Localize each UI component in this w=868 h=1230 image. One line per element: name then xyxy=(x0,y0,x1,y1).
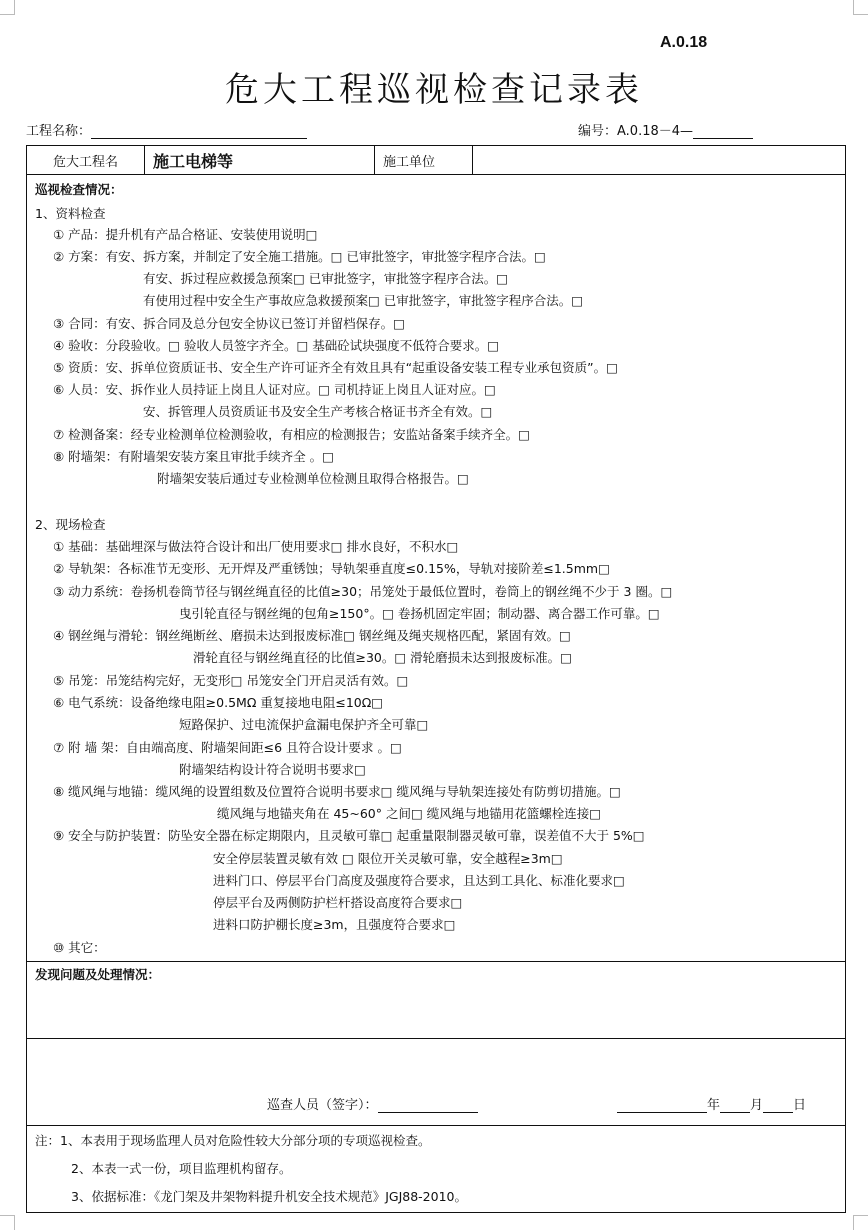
year-label: 年 xyxy=(707,1098,721,1113)
month-field[interactable] xyxy=(720,1098,750,1113)
checklist-line: 短路保护、过电流保护盒漏电保护齐全可靠□ xyxy=(179,717,429,732)
checklist-line: ④ 钢丝绳与滑轮：钢丝绳断丝、磨损未达到报废标准□ 钢丝绳及绳夹规格匹配，紧固有效。□ xyxy=(53,628,571,643)
corner-mark-tr xyxy=(853,0,868,15)
day-field[interactable] xyxy=(763,1098,793,1113)
checklist-line: ③ 合同：有安、拆合同及总分包安全协议已签订并留档保存。□ xyxy=(53,316,405,331)
checklist-line: ⑤ 吊笼：吊笼结构完好，无变形□ 吊笼安全门开启灵活有效。□ xyxy=(53,673,409,688)
number-label: 编号：A.0.18－4— xyxy=(578,124,694,139)
issues-heading: 发现问题及处理情况： xyxy=(35,967,161,982)
project-name-label: 工程名称： xyxy=(26,124,92,139)
checklist-line: 附墙架安装后通过专业检测单位检测且取得合格报告。□ xyxy=(157,471,469,486)
checklist-line: ④ 验收：分段验收。□ 验收人员签字齐全。□ 基础砼试块强度不低符合要求。□ xyxy=(53,338,500,353)
month-label: 月 xyxy=(750,1098,764,1113)
checklist-line: ⑧ 缆风绳与地锚：缆风绳的设置组数及位置符合说明书要求□ 缆风绳与导轨架连接处有防剪切措施。□ xyxy=(53,784,621,799)
checklist-line: 1、资料检查 xyxy=(35,206,106,221)
inspection-section xyxy=(26,174,846,962)
item-label-cell xyxy=(27,146,145,174)
checklist-line: 附墙架结构设计符合说明书要求□ xyxy=(179,762,366,777)
year-field[interactable] xyxy=(617,1098,707,1113)
checklist-line: ① 基础：基础埋深与做法符合设计和出厂使用要求□ 排水良好，不积水□ xyxy=(53,539,459,554)
signature-section xyxy=(26,1038,846,1126)
notes-section xyxy=(26,1125,846,1213)
checklist-line: 有使用过程中安全生产事故应急救援预案□ 已审批签字，审批签字程序合法。□ xyxy=(143,293,584,308)
page-title: 危大工程巡视检查记录表 xyxy=(225,70,643,110)
checklist-line: 缆风绳与地锚夹角在 45~60° 之间□ 缆风绳与地锚用花篮螺栓连接□ xyxy=(217,806,602,821)
inspection-heading: 巡视检查情况： xyxy=(35,182,123,197)
item-value: 施工电梯等 xyxy=(153,151,234,171)
checklist-line: 2、现场检查 xyxy=(35,517,106,532)
item-value-cell[interactable] xyxy=(145,146,375,174)
checklist-line: 安全停层装置灵敏有效 □ 限位开关灵敏可靠，安全越程≥3m□ xyxy=(213,851,563,866)
checklist-line: 有安、拆过程应救援急预案□ 已审批签字，审批签字程序合法。□ xyxy=(143,271,509,286)
checklist-line: ② 方案：有安、拆方案，并制定了安全施工措施。□ 已审批签字，审批签字程序合法。□ xyxy=(53,249,546,264)
project-name-row xyxy=(26,120,307,139)
unit-label: 施工单位 xyxy=(383,154,436,170)
checklist-line: ⑨ 安全与防护装置：防坠安全器在标定期限内，且灵敏可靠□ 起重量限制器灵敏可靠，误差值不大于 5%□ xyxy=(53,828,645,843)
checklist-line: 滑轮直径与钢丝绳直径的比值≥30。□ 滑轮磨损未达到报废标准。□ xyxy=(193,650,572,665)
checklist-line: 安、拆管理人员资质证书及安全生产考核合格证书齐全有效。□ xyxy=(143,404,493,419)
inspector-signature-field[interactable] xyxy=(378,1098,478,1113)
note-3: 3、依据标准：《龙门架及井架物料提升机安全技术规范》JGJ88-2010。 xyxy=(71,1189,467,1204)
unit-label-cell xyxy=(375,146,473,174)
unit-value-cell[interactable] xyxy=(473,146,845,174)
checklist-line: 进料口防护棚长度≥3m，且强度符合要求□ xyxy=(213,917,456,932)
form-code: A.0.18 xyxy=(660,34,708,51)
checklist-line: ③ 动力系统：卷扬机卷筒节径与钢丝绳直径的比值≥30；吊笼处于最低位置时，卷筒上的钢丝绳不少于 3 圈。□ xyxy=(53,584,673,599)
inspector-label: 巡查人员（签字）： xyxy=(267,1098,378,1113)
checklist-line: ⑥ 电气系统：设备绝缘电阻≥0.5MΩ 重复接地电阻≤10Ω□ xyxy=(53,695,384,710)
checklist-line: ⑦ 附 墙 架：自由端高度、附墙架间距≤6 且符合设计要求 。□ xyxy=(53,740,402,755)
checklist-line: 进料门口、停层平台门高度及强度符合要求，且达到工具化、标准化要求□ xyxy=(213,873,625,888)
project-name-field[interactable] xyxy=(91,124,307,139)
corner-mark-bl xyxy=(0,1215,15,1230)
checklist-line: ⑦ 检测备案：经专业检测单位检测验收，有相应的检测报告；安监站备案手续齐全。□ xyxy=(53,427,530,442)
checklist-line: ① 产品：提升机有产品合格证、安装使用说明□ xyxy=(53,227,318,242)
checklist-line: 停层平台及两侧防护栏杆搭设高度符合要求□ xyxy=(213,895,463,910)
corner-mark-tl xyxy=(0,0,15,15)
inspector-row xyxy=(267,1094,478,1113)
corner-mark-br xyxy=(853,1215,868,1230)
checklist-line: ⑧ 附墙架：有附墙架安装方案且审批手续齐全 。□ xyxy=(53,449,334,464)
issues-section[interactable] xyxy=(26,961,846,1039)
checklist-line: ② 导轨架：各标准节无变形、无开焊及严重锈蚀；导轨架垂直度≤0.15%，导轨对接阶差≤1.5mm□ xyxy=(53,561,610,576)
item-label: 危大工程名 xyxy=(52,154,118,170)
checklist-line: 曳引轮直径与钢丝绳的包角≥150°。□ 卷扬机固定牢固；制动器、离合器工作可靠。□ xyxy=(179,606,660,621)
number-row xyxy=(578,120,753,139)
checklist-line: ⑩ 其它： xyxy=(53,940,106,955)
number-field[interactable] xyxy=(693,124,753,139)
checklist-line: ⑥ 人员：安、拆作业人员持证上岗且人证对应。□ 司机持证上岗且人证对应。□ xyxy=(53,382,496,397)
note-2: 2、本表一式一份，项目监理机构留存。 xyxy=(71,1161,292,1176)
checklist-line: ⑤ 资质：安、拆单位资质证书、安全生产许可证齐全有效且具有“起重设备安装工程专业承包资质”。□ xyxy=(53,360,618,375)
day-label: 日 xyxy=(793,1098,807,1113)
date-row xyxy=(617,1094,806,1113)
note-1: 注：1、本表用于现场监理人员对危险性较大分部分项的专项巡视检查。 xyxy=(35,1133,431,1148)
header-row xyxy=(26,145,846,175)
